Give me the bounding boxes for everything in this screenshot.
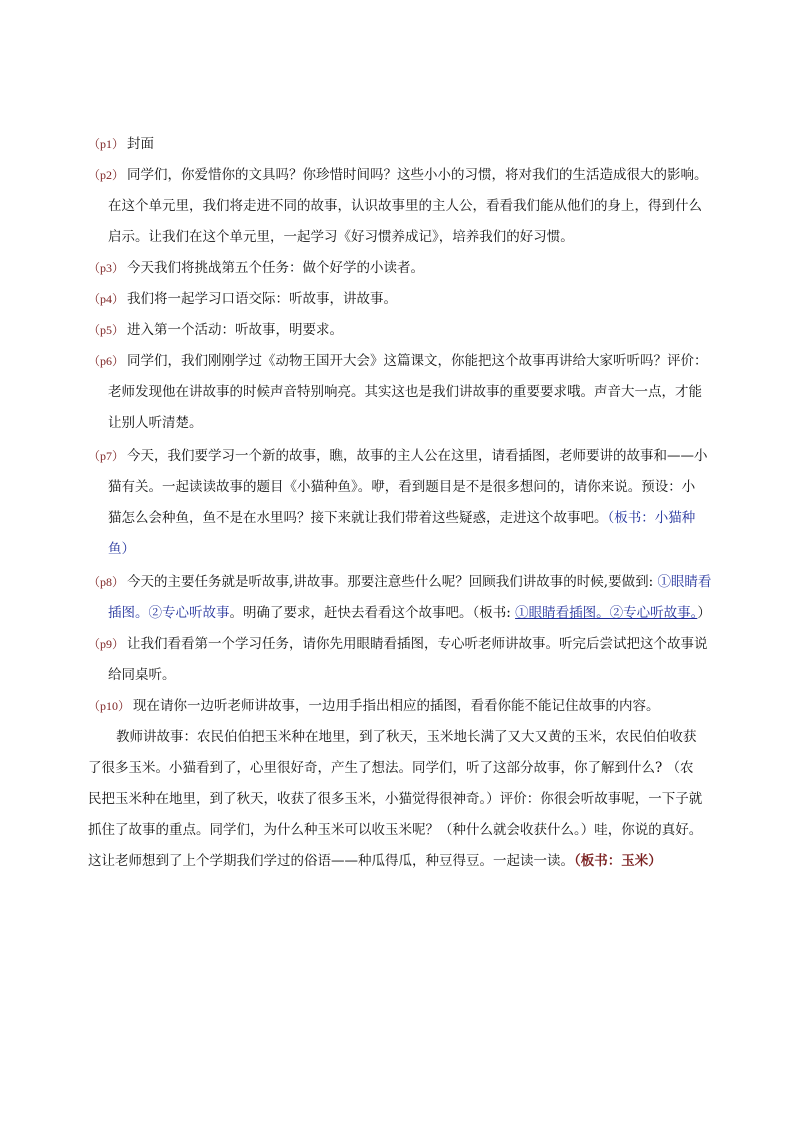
para-tag: （p7）	[88, 449, 125, 463]
para-tag: （p1）	[88, 137, 125, 151]
para-text: 同学们，我们刚刚学过《动物王国开大会》这篇课文，你能把这个故事再讲给大家听听吗？评价：	[127, 353, 708, 369]
paragraph-p9-line2: 给同桌听。	[108, 667, 176, 683]
paragraph-p8-line1	[88, 572, 711, 592]
paragraph-p6-line2: 老师发现他在讲故事的时候声音特别响亮。其实这也是我们讲故事的重要要求哦。声音大一点，才能	[108, 384, 702, 400]
para-text: 封面	[127, 136, 155, 152]
story-line-3: 民把玉米种在地里，到了秋天，收获了很多玉米，小猫觉得很神奇。）评价：你很会听故事呢，一下子就	[88, 791, 703, 807]
para-text: 进入第一个活动：听故事，明要求。	[127, 322, 344, 338]
para-tag: （p3）	[88, 261, 125, 275]
paragraph-p7-line1	[88, 446, 708, 466]
story-line-2: 了很多玉米。小猫看到了，心里很好奇，产生了想法。同学们，听了这部分故事，你了解到什么? （农	[88, 760, 694, 776]
story-line-5	[88, 851, 662, 871]
paragraph-p7-line4	[108, 539, 135, 559]
requirement-text: 插图。②专心听故事	[108, 605, 230, 621]
para-text: 让我们看看第一个学习任务，请你先用眼睛看插图，专心听老师讲故事。听完后尝试把这个故事说	[127, 636, 708, 652]
paragraph-p7-line3	[108, 508, 695, 528]
para-text: 这让老师想到了上个学期我们学过的俗语——种瓜得瓜，种豆得豆。一起读一读。	[88, 853, 574, 869]
para-tag: （p5）	[88, 323, 125, 337]
para-text: 今天的主要任务就是听故事,讲故事。那要注意些什么呢？回顾我们讲故事的时候,要做到:	[127, 574, 658, 590]
paragraph-p6-line1	[88, 351, 708, 371]
paragraph-p2-line2: 在这个单元里，我们将走进不同的故事，认识故事里的主人公，看看我们能从他们的身上，得到什么	[108, 198, 702, 214]
board-note: ①眼睛看插图。②专心听故事。	[515, 605, 698, 621]
para-text: 同学们，你爱惜你的文具吗？你珍惜时间吗？这些小小的习惯，将对我们的生活造成很大的影响。	[127, 167, 708, 183]
para-tag: （p10）	[88, 699, 131, 713]
paragraph-p4	[88, 289, 397, 309]
paragraph-p2-line3: 启示。让我们在这个单元里，一起学习《好习惯养成记》，培养我们的好习惯。	[108, 229, 574, 245]
paragraph-p9-line1	[88, 634, 708, 654]
para-text: 。明确了要求，赶快去看看这个故事吧。（板书:	[229, 605, 516, 621]
para-tag: （p8）	[88, 575, 125, 589]
paragraph-p8-line2	[108, 603, 711, 623]
paragraph-p7-line2: 猫有关。一起读读故事的题目《小猫种鱼》。咿，看到题目是不是很多想问的，请你来说。预设：小	[108, 479, 696, 495]
story-line-4: 抓住了故事的重点。同学们，为什么种玉米可以收玉米呢？（种什么就会收获什么。）哇，你说的真好。	[88, 822, 703, 838]
board-note: （板书：小猫种	[607, 510, 696, 526]
story-line-1: 教师讲故事：农民伯伯把玉米种在地里，到了秋天，玉米地长满了又大又黄的玉米，农民伯伯收获	[116, 729, 697, 745]
paragraph-p2-line1	[88, 165, 708, 185]
para-text: 猫怎么会种鱼，鱼不是在水里吗？接下来就让我们带着这些疑惑，走进这个故事吧。	[108, 510, 608, 526]
paragraph-p10-line1	[88, 696, 660, 716]
paragraph-p1	[88, 134, 154, 154]
para-tag: （p2）	[88, 168, 125, 182]
para-tag: （p9）	[88, 637, 125, 651]
board-note: （板书：玉米）	[574, 853, 662, 869]
para-text: 今天，我们要学习一个新的故事，瞧，故事的主人公在这里，请看插图，老师要讲的故事和——小	[127, 448, 708, 464]
board-note: 鱼）	[108, 541, 135, 557]
para-tag: （p4）	[88, 292, 125, 306]
paragraph-p3	[88, 258, 424, 278]
paragraph-p6-line3: 让别人听清楚。	[108, 415, 203, 431]
para-text: 现在请你一边听老师讲故事，一边用手指出相应的插图，看看你能不能记住故事的内容。	[133, 698, 660, 714]
paragraph-p5	[88, 320, 343, 340]
para-text: ）	[697, 605, 711, 621]
para-tag: （p6）	[88, 354, 125, 368]
requirement-text: ①眼睛看	[657, 574, 712, 590]
para-text: 我们将一起学习口语交际：听故事，讲故事。	[127, 291, 398, 307]
para-text: 今天我们将挑战第五个任务：做个好学的小读者。	[127, 260, 425, 276]
